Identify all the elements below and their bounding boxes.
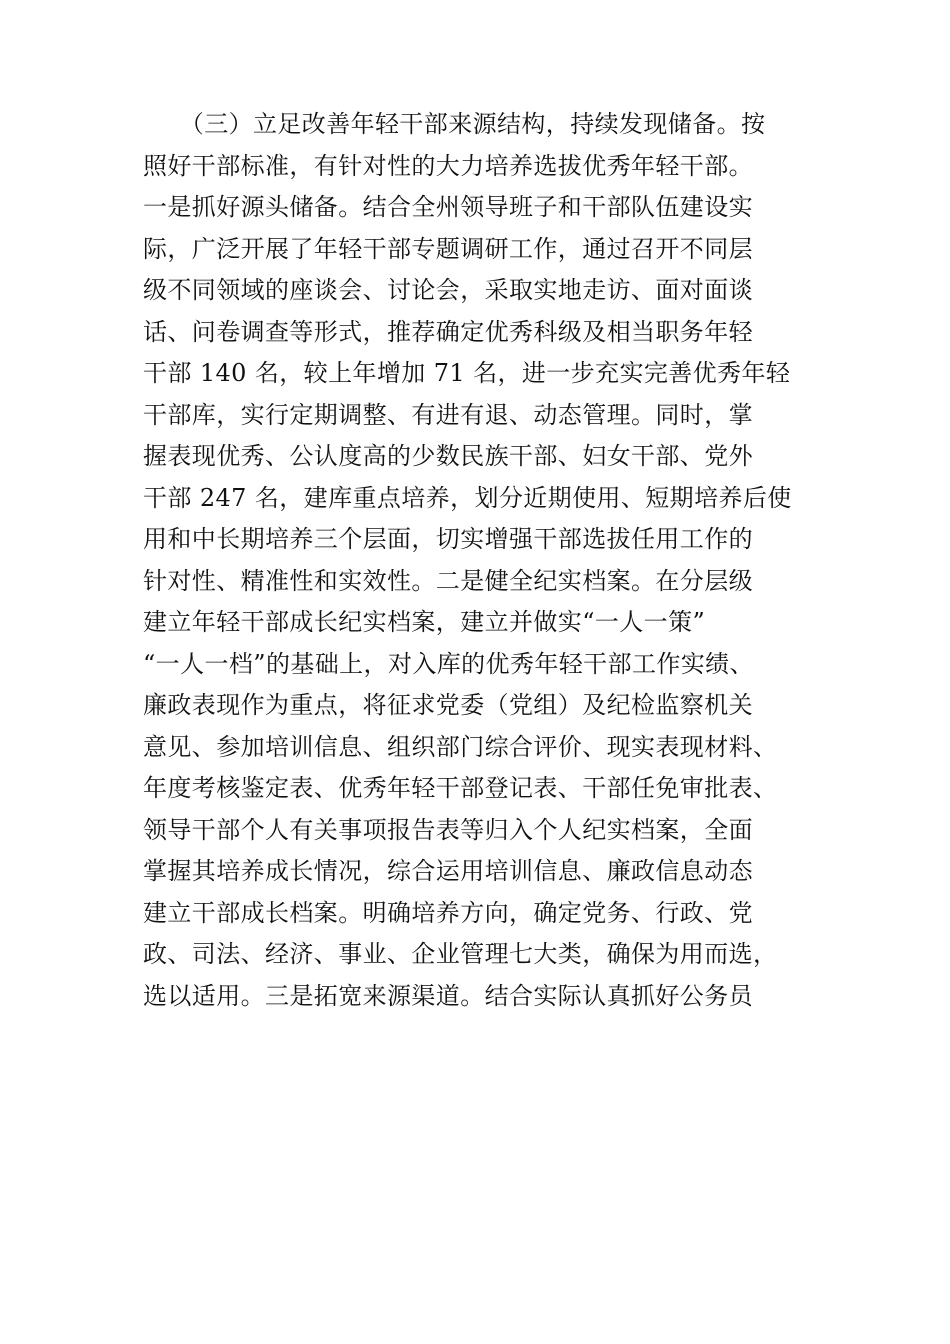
- text-line: 领导干部个人有关事项报告表等归入个人纪实档案，全面: [143, 815, 753, 844]
- text-line: 握表现优秀、公认度高的少数民族干部、妇女干部、党外: [143, 442, 753, 470]
- text-line: 用和中长期培养三个层面，切实增强干部选拔任用工作的: [143, 525, 753, 553]
- text-line: “一人一档”的基础上，对入库的优秀年轻干部工作实绩、: [143, 649, 754, 678]
- text-line: 照好干部标准，有针对性的大力培养选拔优秀年轻干部。: [143, 151, 753, 180]
- text-line: 掌握其培养成长情况，综合运用培训信息、廉政信息动态: [143, 857, 753, 885]
- text-line: 干部库，实行定期调整、有进有退、动态管理。同时，掌: [143, 400, 753, 429]
- text-line: 级不同领域的座谈会、讨论会，采取实地走访、面对面谈: [143, 276, 753, 304]
- text-line: 廉政表现作为重点，将征求党委（党组）及纪检监察机关: [143, 691, 753, 719]
- body-paragraph: [143, 104, 823, 1017]
- text-line: 意见、参加培训信息、组织部门综合评价、现实表现材料、: [143, 732, 778, 761]
- text-line: （三）立足改善年轻干部来源结构，持续发现储备。按: [143, 110, 766, 138]
- text-line: 一是抓好源头储备。结合全州领导班子和干部队伍建设实: [143, 193, 753, 221]
- text-line: 话、问卷调查等形式，推荐确定优秀科级及相当职务年轻: [143, 317, 753, 346]
- text-line: 际，广泛开展了年轻干部专题调研工作，通过召开不同层: [143, 234, 753, 263]
- text-line: 干部 140 名，较上年增加 71 名，进一步充实完善优秀年轻: [143, 359, 791, 387]
- text-line: 年度考核鉴定表、优秀年轻干部登记表、干部任免审批表、: [143, 774, 778, 802]
- text-line: 建立干部成长档案。明确培养方向，确定党务、行政、党: [143, 898, 753, 927]
- text-line: 选以适用。三是拓宽来源渠道。结合实际认真抓好公务员: [143, 981, 753, 1010]
- text-line: 针对性、精准性和实效性。二是健全纪实档案。在分层级: [143, 566, 753, 595]
- text-line: 建立年轻干部成长纪实档案，建立并做实“一人一策”: [143, 608, 706, 636]
- text-line: 政、司法、经济、事业、企业管理七大类，确保为用而选，: [143, 940, 778, 968]
- text-line: 干部 247 名，建库重点培养，划分近期使用、短期培养后使: [143, 483, 792, 512]
